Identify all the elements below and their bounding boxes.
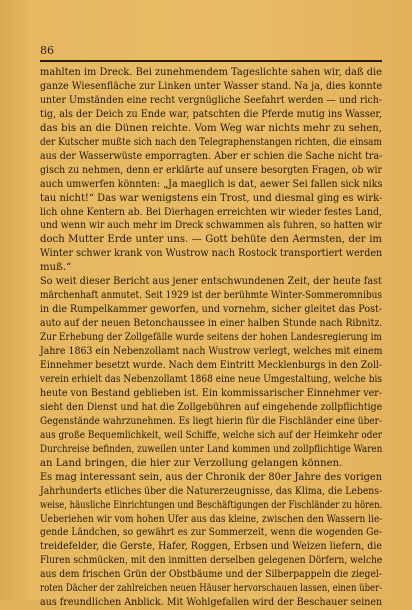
text-line: sieht den Dienst und hat die Zollgebühren auf eingehende zollpflichtige xyxy=(40,401,382,415)
text-line: heute von Bestand geblieben ist. Ein kommissarischer Einnehmer ver- xyxy=(40,387,382,401)
text-line: aus der Wasserwüste emporragten. Aber er schien die Sache nicht tra- xyxy=(40,150,382,164)
text-line: So weit dieser Bericht aus jener entschwundenen Zeit, der heute fast xyxy=(40,275,382,289)
paragraph xyxy=(40,66,382,275)
text-line: ganze Wiesenfläche zur Linken unter Wasser stand. Na ja, dies konnte xyxy=(40,80,382,94)
text-line: Zur Erhebung der Zollgefälle wurde seitens der hohen Landesregierung im xyxy=(40,331,382,345)
text-line: verein erhielt das Nebenzollamt 1868 eine neue Umgestaltung, welche bis xyxy=(40,373,382,387)
text-line: märchenhaft anmutet. Seit 1929 ist der berühmte Winter-Sommeromnibus xyxy=(40,289,382,303)
text-line: in die Rumpelkammer geworfen, und vornehm, sicher gleitet das Post- xyxy=(40,303,382,317)
text-line: auch umwerfen könnten: „Ja maeglich is dat, aewer Sei fallen sick niks xyxy=(40,178,382,192)
text-line: Einnehmer besetzt wurde. Nach dem Eintritt Mecklenburgs in den Zoll- xyxy=(40,359,382,373)
text-line: der Kutscher mußte sich nach den Telegraphenstangen richten, die einsam xyxy=(40,136,382,150)
text-line: roten Dächer der zahlreichen neuen Häuser hervorschauen lassen, einen über- xyxy=(40,582,382,596)
text-line: gisch zu nehmen, denn er erklärte auf unsere besorgten Fragen, ob wir xyxy=(40,164,382,178)
text-line: weise, häusliche Einrichtungen und Beschäftigungen der Fischländer zu hören. xyxy=(40,499,382,513)
text-line: tau nicht!“ Das war wenigstens ein Trost, und diesmal ging es wirk- xyxy=(40,192,382,206)
text-line: das bis an die Dünen reichte. Vom Weg war nichts mehr zu sehen, xyxy=(40,122,382,136)
text-line: und wenn wir auch mehr im Dreck schwammen als fuhren, so hatten wir xyxy=(40,219,382,233)
text-line: Winter schwer krank von Wustrow nach Rostock transportiert werden xyxy=(40,247,382,261)
text-line: aus große Bequemlichkeit, weil Schiffe, welche sich auf der Heimkehr oder xyxy=(40,429,382,443)
text-line: an Land bringen, die hier zur Verzollung gelangen können. xyxy=(40,457,382,471)
page-number: 86 xyxy=(40,44,54,57)
text-line: muß.“ xyxy=(40,261,382,275)
text-line: mahlten im Dreck. Bei zunehmendem Tageslichte sahen wir, daß die xyxy=(40,66,382,80)
text-line: Es mag interessant sein, aus der Chronik der 80er Jahre des vorigen xyxy=(40,471,382,485)
header-rule xyxy=(40,60,382,62)
text-line: aus freundlichen Anblick. Mit Wohlgefallen wird der Beschauer seinen xyxy=(40,596,382,610)
text-line: auto auf der neuen Betonchaussee in einer halben Stunde nach Ribnitz. xyxy=(40,317,382,331)
text-line: Fluren schmücken, mit den inmitten derselben gelegenen Dörfern, welche xyxy=(40,554,382,568)
paragraph xyxy=(40,513,382,610)
paragraph xyxy=(40,331,382,471)
paragraph xyxy=(40,275,382,331)
text-line: Jahre 1863 ein Nebenzollamt nach Wustrow verlegt, welches mit einem xyxy=(40,345,382,359)
text-line: unter Umständen eine recht vergnügliche Seefahrt werden — und rich- xyxy=(40,94,382,108)
text-line: Jahrhunderts etliches über die Naturerzeugnisse, das Klima, die Lebens- xyxy=(40,485,382,499)
text-line: aus dem frischen Grün der Obstbäume und der Silberpappeln die ziegel- xyxy=(40,568,382,582)
body-text xyxy=(40,66,382,610)
text-line: treidefelder, die Gerste, Hafer, Roggen, Erbsen und Weizen liefern, die xyxy=(40,540,382,554)
text-line: doch Mutter Erde unter uns. — Gott behüte den Aermsten, der im xyxy=(40,233,382,247)
text-line: gende Ländchen, so gewährt es zur Sommerzeit, wenn die wogenden Ge- xyxy=(40,526,382,540)
text-line: tig, als der Deich zu Ende war, patschten die Pferde mutig ins Wasser, xyxy=(40,108,382,122)
text-line: lich ohne Kentern ab. Bei Dierhagen erreichten wir wieder festes Land, xyxy=(40,206,382,220)
text-line: Ueberiehen wir vom hohen Ufer aus das kleine, zwischen den Wassern lie- xyxy=(40,513,382,527)
text-line: Gegenstände wahrzunehmen. Es liegt hierin für die Fischländer eine über- xyxy=(40,415,382,429)
text-line: Durchreise befinden, zuweilen unter Land kommen und zollpflichtige Waren xyxy=(40,443,382,457)
paragraph xyxy=(40,471,382,513)
